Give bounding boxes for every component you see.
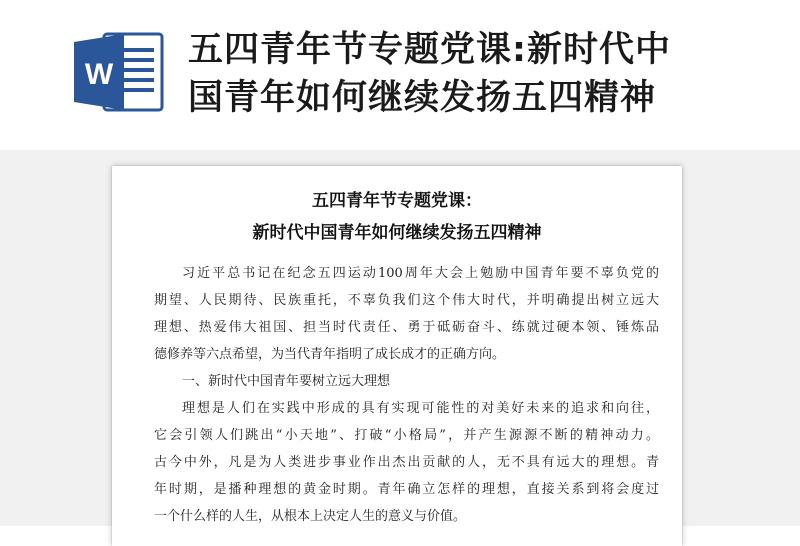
word-icon-letter: W <box>84 58 114 91</box>
paragraph-2-line: 古今中外，凡是为人类进步事业作出杰出贡献的人，无不具有远大的理想。青 <box>154 455 659 470</box>
paragraph-1-line: 理想、热爱伟大祖国、担当时代责任、勇于砥砺奋斗、练就过硬本领、锤炼品 <box>154 320 659 335</box>
paragraph-2-line: 它会引领人们跳出“小天地”、打破“小格局”，并产生源源不断的精神动力。 <box>154 428 659 443</box>
document-page <box>112 166 682 546</box>
paragraph-2-line: 一个什么样的人生，从根本上决定人生的意义与价值。 <box>154 509 467 524</box>
paragraph-2-line: 理想是人们在实践中形成的具有实现可能性的对美好未来的追求和向往， <box>182 401 659 416</box>
section-heading: 一、新时代中国青年要树立远大理想 <box>182 374 391 389</box>
document-title-line-2: 新时代中国青年如何继续发扬五四精神 <box>252 223 542 243</box>
paragraph-2-line: 年时期，是播种理想的黄金时期。青年确立怎样的理想，直接关系到将会度过 <box>154 482 659 497</box>
paragraph-1-line: 习近平总书记在纪念五四运动100周年大会上勉励中国青年要不辜负党的 <box>182 266 659 281</box>
page-title <box>188 26 788 122</box>
page-title-line-1: 五四青年节专题党课:新时代中 <box>188 30 671 70</box>
header-banner <box>0 0 800 150</box>
page-title-line-2: 国青年如何继续发扬五四精神 <box>188 78 657 118</box>
paragraph-1-line: 期望、人民期待、民族重托，不辜负我们这个伟大时代，并明确提出树立远大 <box>154 293 659 308</box>
document-title-line-1: 五四青年节专题党课： <box>312 191 482 211</box>
paragraph-1-line: 德修养等六点希望，为当代青年指明了成长成才的正确方向。 <box>154 347 506 362</box>
word-icon <box>72 30 168 114</box>
